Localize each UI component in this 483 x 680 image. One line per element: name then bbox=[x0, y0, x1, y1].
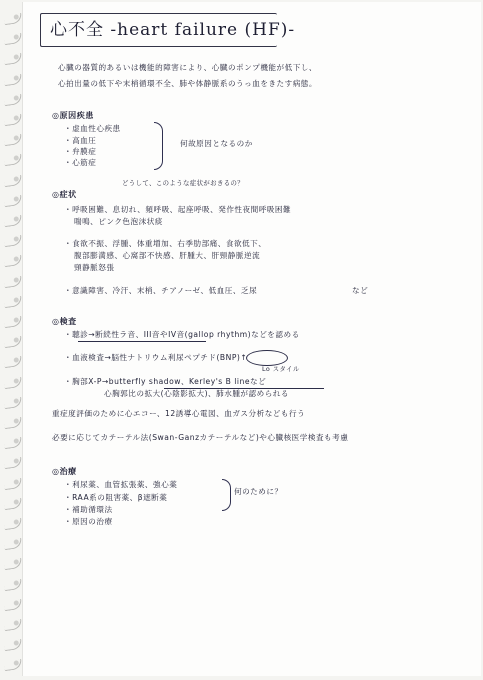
binding-ring bbox=[3, 316, 22, 328]
binding-ring bbox=[3, 397, 22, 409]
symptoms-heading: ◎症状 bbox=[52, 190, 77, 199]
binding-ring bbox=[3, 417, 22, 429]
binding-ring bbox=[3, 619, 22, 631]
intro-line-1: 心臓の器質的あるいは機能的障害により、心臓のポンプ機能が低下し、 bbox=[58, 63, 317, 72]
symptom-gi-1: ・食欲不振、浮腫、体重増加、右季肋部痛、食欲低下、 bbox=[64, 239, 267, 248]
binding-ring bbox=[3, 336, 22, 348]
page-title: 心不全 -heart failure (HF)- bbox=[50, 20, 296, 40]
tests-heading: ◎検査 bbox=[52, 317, 77, 326]
binding-ring bbox=[3, 195, 22, 207]
binding-ring bbox=[3, 599, 22, 611]
test-auscultation: ・聴診→断続性ラ音、III音やIV音(gallop rhythm)などを認める bbox=[64, 330, 300, 339]
treatment-brace bbox=[222, 479, 231, 511]
binding-ring bbox=[3, 457, 22, 469]
binding-ring bbox=[3, 114, 22, 126]
test-blood: ・血液検査→脳性ナトリウム利尿ペプチド(BNP)↑ bbox=[64, 353, 248, 362]
symptoms-note: どうして、このような症状がおきるの？ bbox=[122, 179, 245, 187]
test-catheter: 必要に応じてカテーテル法(Swan-Ganzカテーテルなど)や心臓核医学検査も考慮 bbox=[52, 433, 349, 442]
symptom-gi-3: 頸静脈怒張 bbox=[74, 263, 115, 272]
treatment-heading: ◎治療 bbox=[52, 467, 77, 476]
binding-ring bbox=[3, 639, 22, 651]
binding-ring bbox=[3, 558, 22, 570]
binding-ring bbox=[3, 174, 22, 186]
binding-ring bbox=[3, 53, 22, 65]
binding-ring bbox=[3, 134, 22, 146]
cause-item: ・心筋症 bbox=[64, 158, 97, 167]
binding-ring bbox=[3, 356, 22, 368]
binding-ring bbox=[3, 296, 22, 308]
binding-ring bbox=[3, 578, 22, 590]
causes-brace bbox=[154, 122, 163, 170]
test-xray-2: 心胸郭比の拡大(心陰影拡大)、肺水腫が認められる bbox=[104, 389, 289, 398]
binding-ring bbox=[3, 215, 22, 227]
binding-ring bbox=[3, 13, 22, 25]
auscultation-underline bbox=[78, 341, 206, 342]
intro-line-2: 心拍出量の低下や末梢循環不全、肺や体静脈系のうっ血をきたす病態。 bbox=[58, 79, 317, 88]
cause-item: ・弁膜症 bbox=[64, 147, 97, 156]
binding-ring bbox=[3, 94, 22, 106]
causes-heading: ◎原因疾患 bbox=[52, 111, 94, 120]
symptom-gi-2: 腹部膨満感、心窩部不快感、肝腫大、肝頸静脈逆流 bbox=[74, 251, 261, 260]
binding-ring bbox=[3, 255, 22, 267]
binding-ring bbox=[3, 376, 22, 388]
bnp-circle bbox=[246, 350, 288, 366]
binding-ring bbox=[3, 154, 22, 166]
treatment-item: ・RAA系の阻害薬、β遮断薬 bbox=[64, 493, 168, 502]
binding-ring bbox=[3, 33, 22, 45]
treatment-item: ・利尿薬、血管拡張薬、強心薬 bbox=[64, 480, 178, 489]
notebook-page bbox=[22, 2, 481, 676]
binding-ring bbox=[3, 73, 22, 85]
causes-note: 何故原因となるのか bbox=[180, 139, 253, 148]
blood-note: Lo スタイル bbox=[262, 365, 300, 373]
binding-ring bbox=[3, 235, 22, 247]
binding-ring bbox=[3, 518, 22, 530]
treatment-note: 何のために？ bbox=[234, 487, 283, 496]
treatment-item: ・原因の治療 bbox=[64, 517, 113, 526]
binding-ring bbox=[3, 275, 22, 287]
symptom-respiratory-2: 喘鳴、ピンク色泡沫状痰 bbox=[74, 217, 163, 226]
symptom-misc-tail: など bbox=[352, 286, 369, 295]
binding-ring bbox=[3, 659, 22, 671]
cause-item: ・虚血性心疾患 bbox=[64, 124, 121, 133]
binding-ring bbox=[3, 477, 22, 489]
treatment-item: ・補助循環法 bbox=[64, 505, 113, 514]
test-severity: 重症度評価のために心エコー、12誘導心電図、血ガス分析なども行う bbox=[52, 409, 306, 418]
symptom-misc: ・意識障害、冷汗、末梢、チアノーゼ、低血圧、乏尿 bbox=[64, 286, 258, 295]
cause-item: ・高血圧 bbox=[64, 136, 97, 145]
binding-ring bbox=[3, 498, 22, 510]
test-xray-1: ・胸部X-P→butterfly shadow、Kerley's B lineなど bbox=[64, 377, 267, 386]
binding-ring bbox=[3, 538, 22, 550]
symptom-respiratory-1: ・呼吸困難、息切れ、頻呼吸、起座呼吸、発作性夜間呼吸困難 bbox=[64, 205, 292, 214]
binding-ring bbox=[3, 437, 22, 449]
